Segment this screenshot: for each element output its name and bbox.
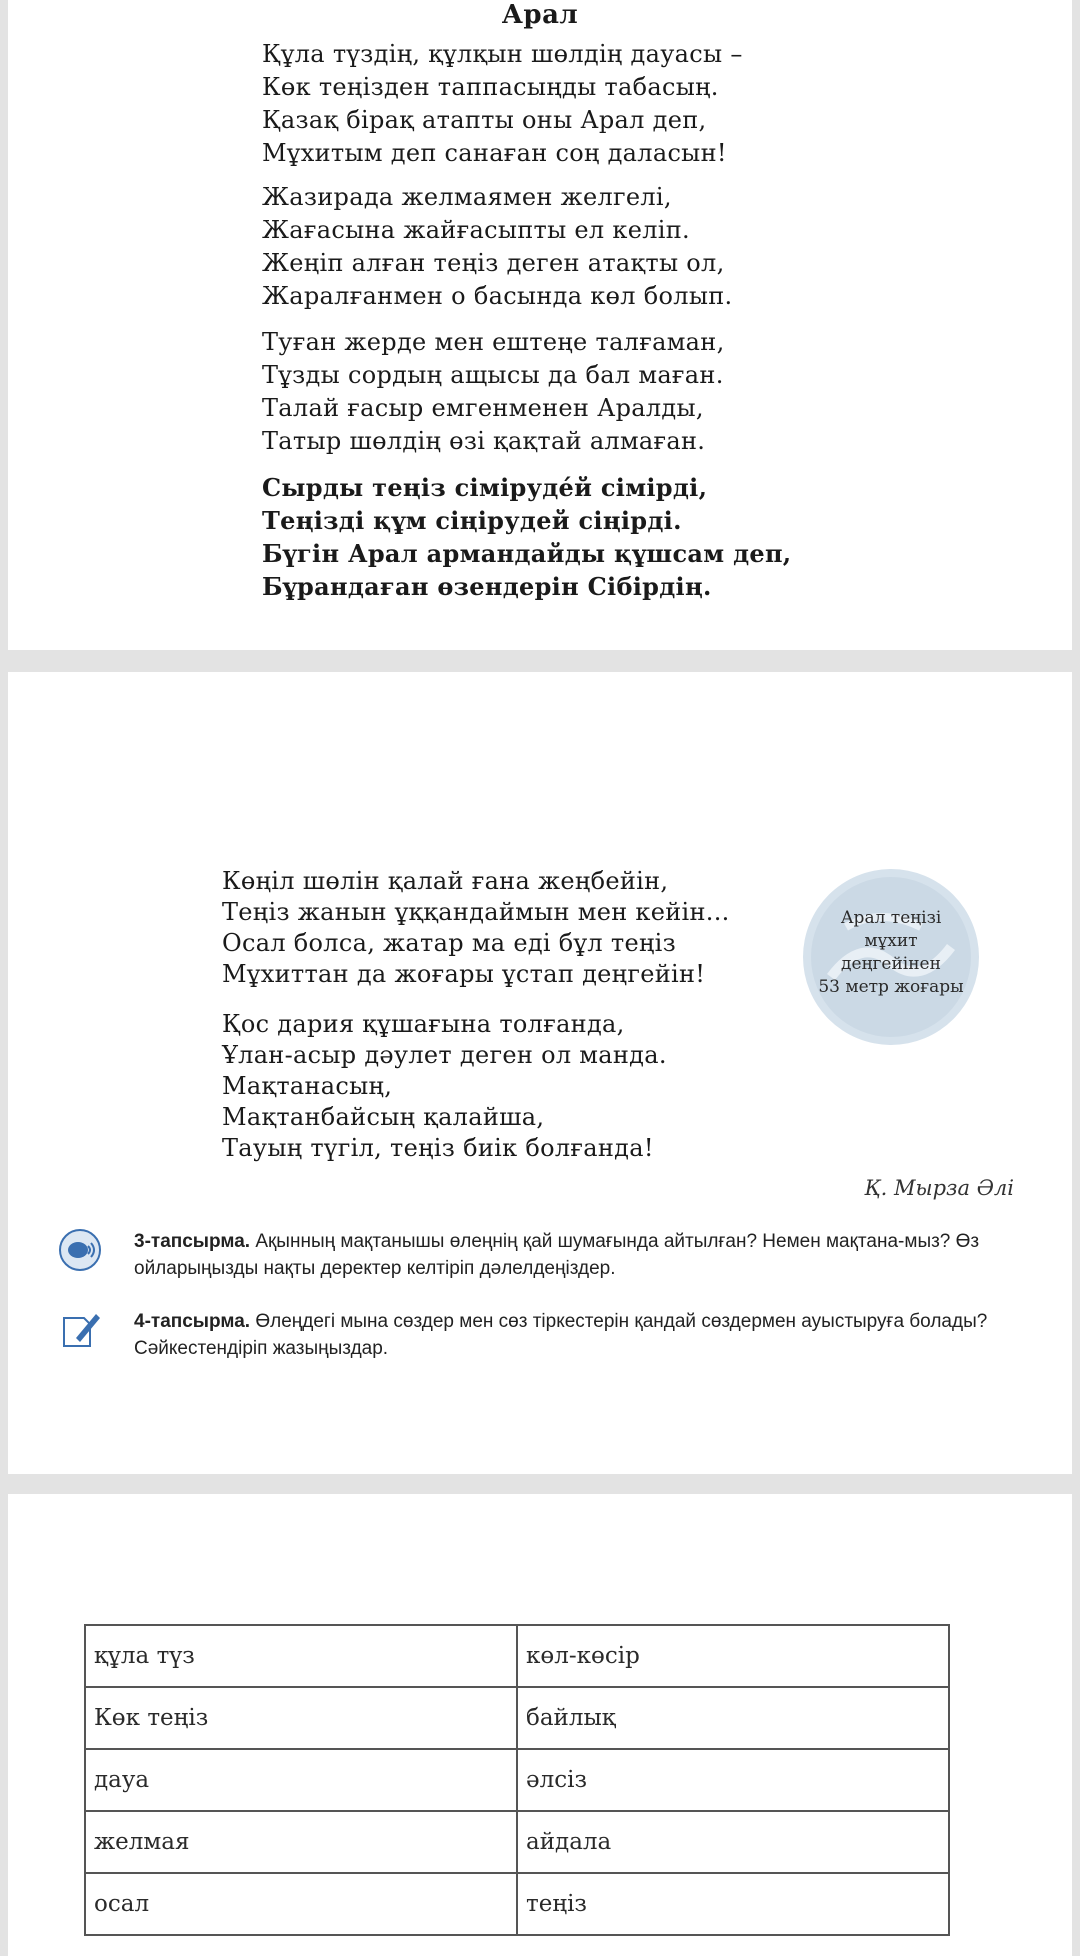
task-4-text <box>134 1308 1034 1362</box>
table-cell: көл-көсір <box>517 1625 949 1687</box>
table-cell: айдала <box>517 1811 949 1873</box>
poem-line: Жағасына жайғасыпты ел келіп. <box>262 216 690 244</box>
poem-line: Теңізді құм сіңірудей сіңірді. <box>262 506 682 535</box>
table-page <box>8 1494 1072 1956</box>
table-cell: желмая <box>85 1811 517 1873</box>
poem-line: Бұрандаған өзендерін Сібірдің. <box>262 572 712 601</box>
task-4-body: Өлеңдегі мына сөздер мен сөз тіркестерін қандай сөздермен ауыстыруға болады? Сәйкестендіріп жазыңыздар. <box>134 1311 988 1359</box>
table-cell: байлық <box>517 1687 949 1749</box>
stanza-1 <box>262 38 743 170</box>
word-matching-table <box>84 1624 950 1936</box>
poem-line: Құла түздің, құлқын шөлдің дауасы – <box>262 40 743 68</box>
poem-line: Татыр шөлдің өзі қақтай алмаған. <box>262 427 706 455</box>
poem-line: Жеңіп алған теңіз деген атақты ол, <box>262 249 725 277</box>
stanza-4 <box>262 471 791 603</box>
stanza-2 <box>262 181 732 313</box>
table-cell: Көк теңіз <box>85 1687 517 1749</box>
stanza-6 <box>222 1009 667 1164</box>
badge-line: Арал теңізі <box>840 908 942 928</box>
table-row <box>85 1625 949 1687</box>
poem-line: Қос дария құшағына толғанда, <box>222 1010 625 1038</box>
poem-page <box>8 0 1072 650</box>
stanza-5 <box>222 866 730 990</box>
task-3 <box>58 1228 1018 1288</box>
poem-line: Осал болса, жатар ма еді бұл теңіз <box>222 929 677 957</box>
table-row <box>85 1749 949 1811</box>
stanza-3 <box>262 326 725 458</box>
poem-line: Талай ғасыр емгенменен Аралды, <box>262 394 704 422</box>
poem-line: Жаралғанмен о басында көл болып. <box>262 282 733 310</box>
speech-icon <box>58 1228 102 1272</box>
poem-line: Мұхиттан да жоғары ұстап деңгейін! <box>222 960 706 988</box>
task-3-text <box>134 1228 1034 1282</box>
poem-line: Туған жерде мен ештеңе талғаман, <box>262 328 725 356</box>
poem-line: Көк теңізден таппасыңды табасың. <box>262 73 719 101</box>
task-3-body: Ақынның мақтанышы өлеңнің қай шумағында айтылған? Немен мақтана-мыз? Өз ойларыңызды нақты деректер келтіріп дәлелдеңіздер. <box>134 1231 980 1279</box>
table-row <box>85 1873 949 1935</box>
poem-line: Тұзды сордың ащысы да бал маған. <box>262 361 724 389</box>
poem-title: Арал <box>501 0 579 30</box>
table-row <box>85 1687 949 1749</box>
poem-author: Қ. Мырза Әлі <box>864 1176 1014 1200</box>
poem-line: Жазирада желмаямен желгелі, <box>262 183 672 211</box>
poem-line: Теңіз жанын ұққандаймын мен кейін... <box>222 898 730 926</box>
pencil-note-icon <box>58 1308 102 1352</box>
fact-badge <box>791 867 991 1047</box>
poem-line: Көңіл шөлін қалай ғана жеңбейін, <box>222 867 669 895</box>
table-cell: осал <box>85 1873 517 1935</box>
badge-text <box>791 907 991 999</box>
badge-line: деңгейінен <box>841 954 941 974</box>
poem-continuation-page <box>8 672 1072 1474</box>
poem-line: Ұлан-асыр дәулет деген ол манда. <box>222 1041 667 1069</box>
poem-line: Мұхитым деп санаған соң даласын! <box>262 139 727 167</box>
poem-line: Мақтанбайсың қалайша, <box>222 1103 545 1131</box>
table-cell: дауа <box>85 1749 517 1811</box>
poem-line: Тауың түгіл, теңіз биік болғанда! <box>222 1134 654 1162</box>
table-cell: әлсіз <box>517 1749 949 1811</box>
table-cell: құла түз <box>85 1625 517 1687</box>
poem-line: Сырды теңіз сіміруде́й сімірді, <box>262 473 708 502</box>
poem-line: Мақтанасың, <box>222 1072 393 1100</box>
poem-line: Бүгін Арал армандайды құшсам деп, <box>262 539 792 568</box>
task-3-label: 3-тапсырма. <box>134 1231 251 1252</box>
badge-line: мұхит <box>864 931 918 951</box>
poem-line: Қазақ бірақ атапты оны Арал деп, <box>262 106 707 134</box>
badge-line: 53 метр жоғары <box>818 977 964 997</box>
table-cell: теңіз <box>517 1873 949 1935</box>
task-4 <box>58 1308 1018 1368</box>
task-4-label: 4-тапсырма. <box>134 1311 251 1332</box>
table-row <box>85 1811 949 1873</box>
